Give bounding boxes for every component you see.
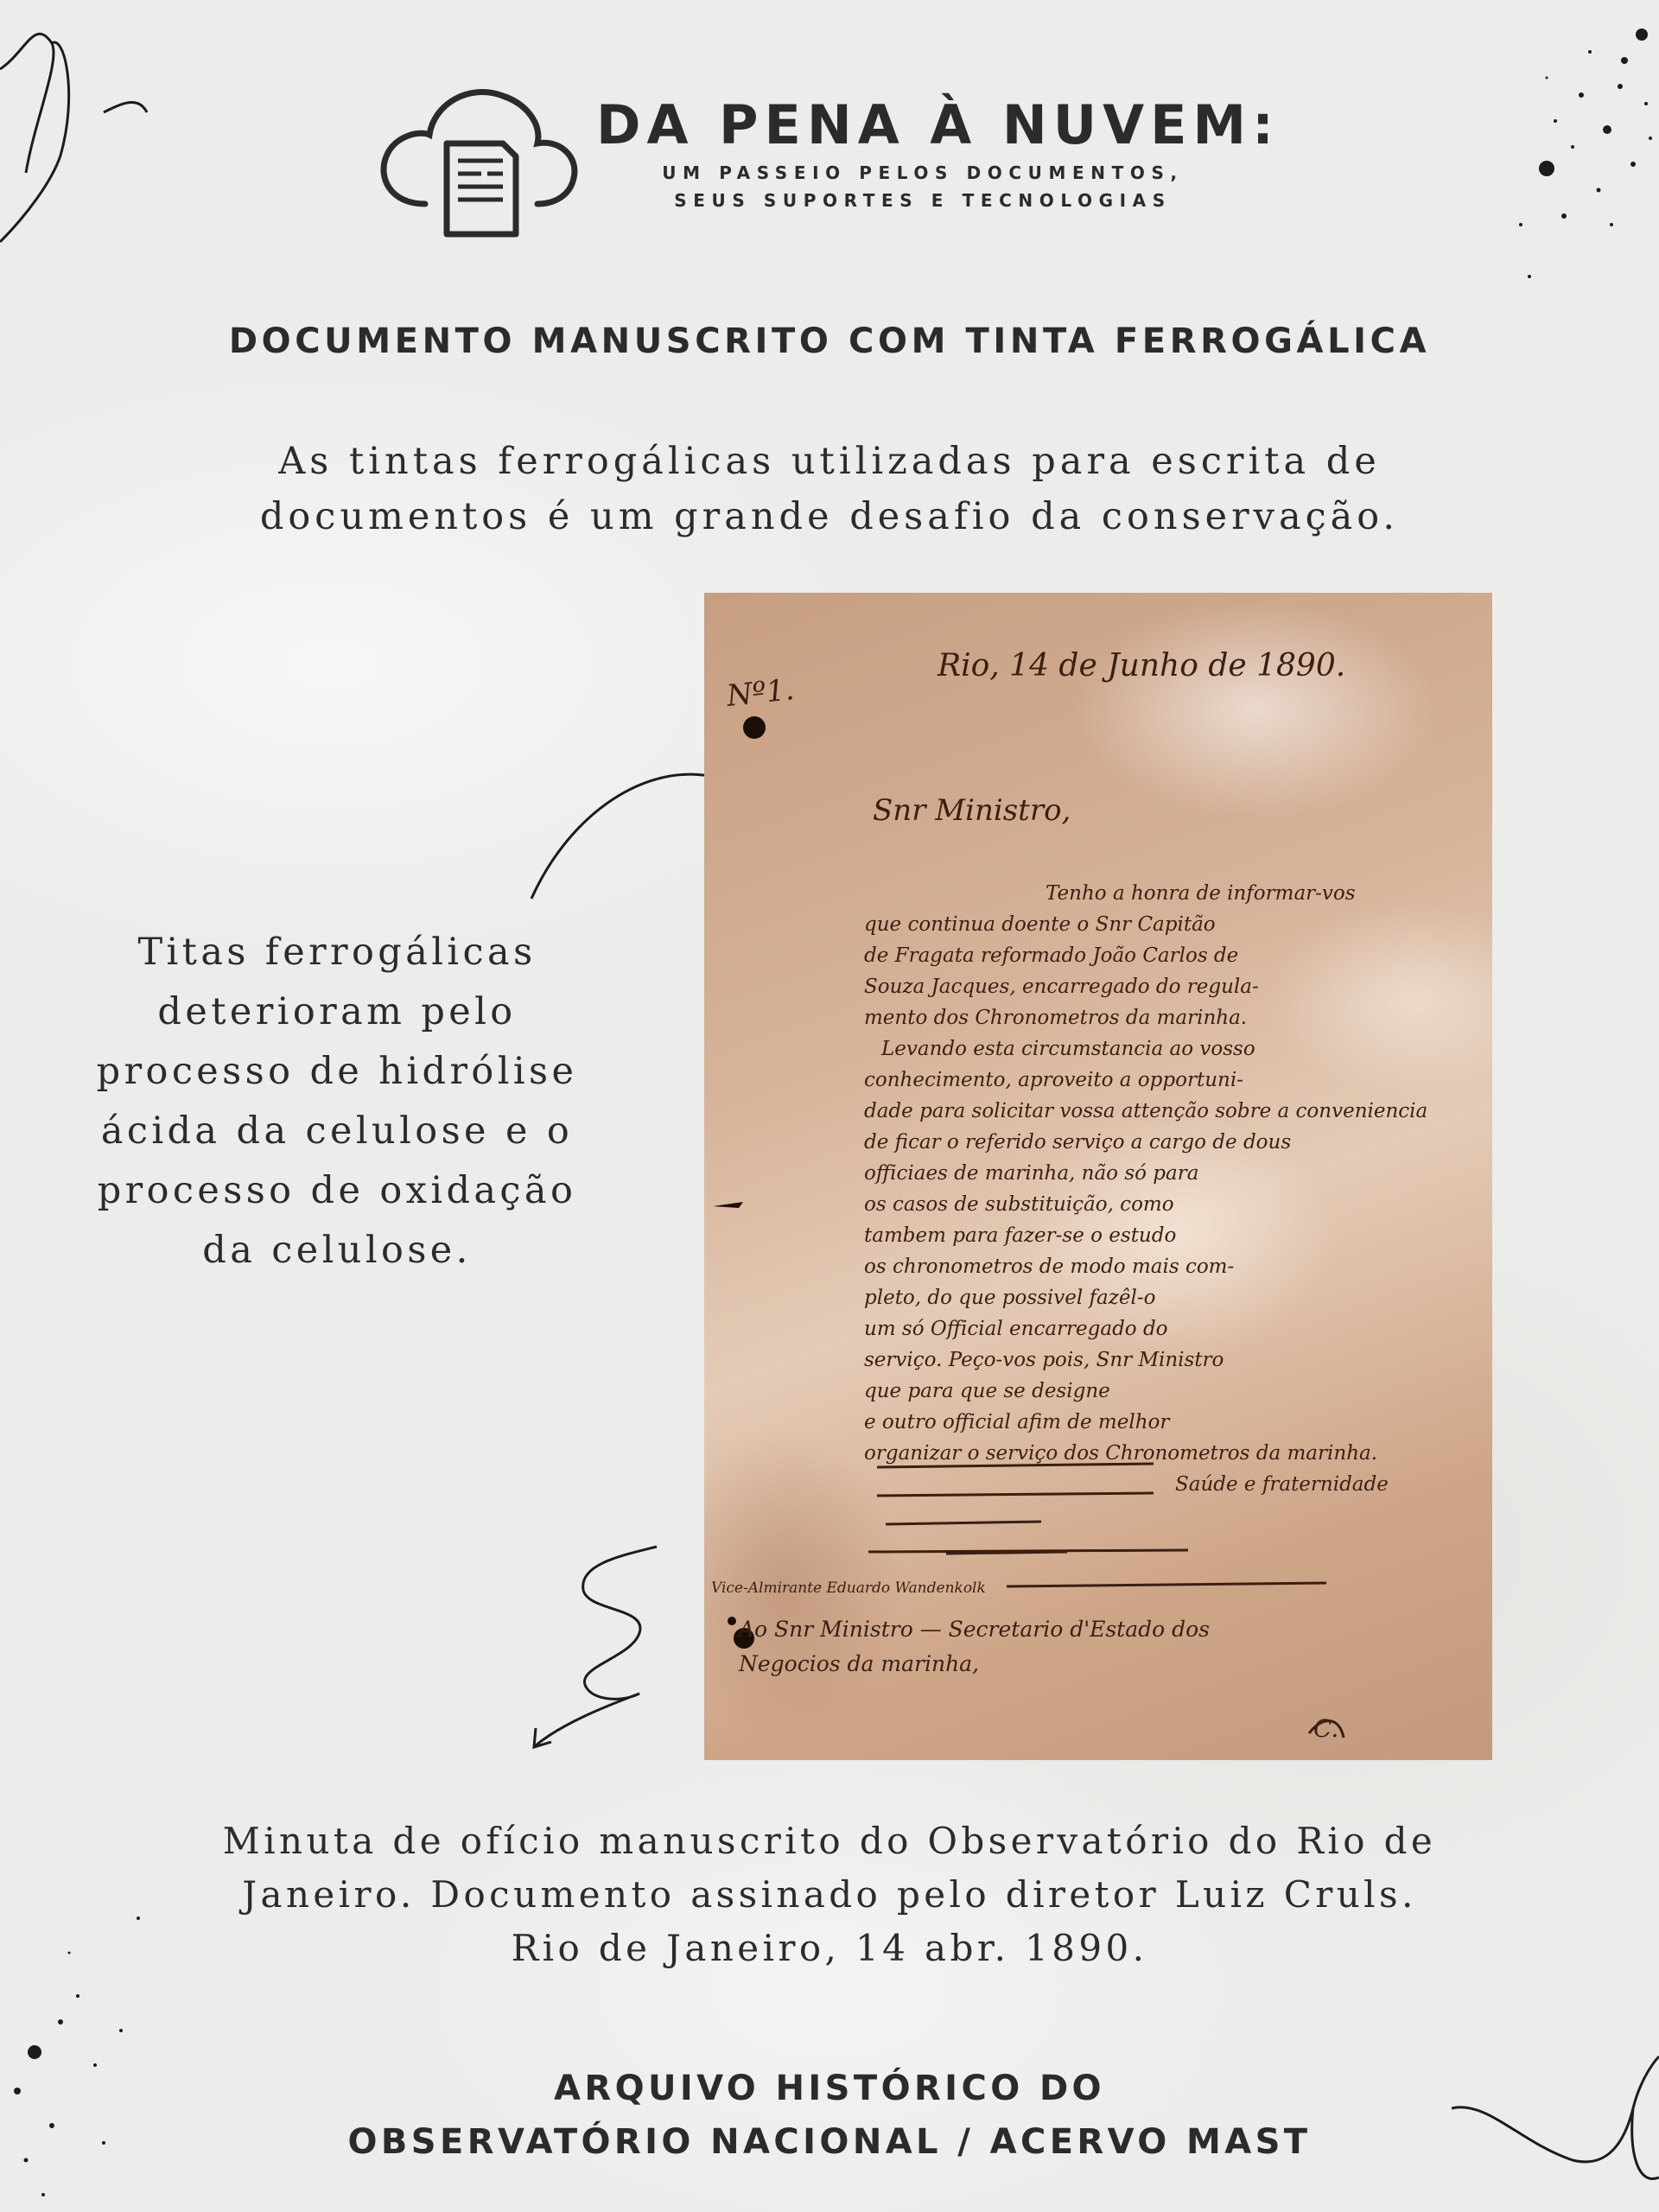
manuscript-line: de ficar o referido serviço a cargo de dous (864, 1131, 1292, 1154)
source-credit-line: OBSERVATÓRIO NACIONAL / ACERVO MAST (347, 2122, 1312, 2162)
caption-line: Rio de Janeiro, 14 abr. 1890. (511, 1927, 1148, 1969)
corner-flourish-top-left (0, 0, 173, 259)
manuscript-line: Saúde e fraternidade (1175, 1473, 1389, 1496)
manuscript-closing-line: Negocios da marinha, (739, 1651, 980, 1676)
manuscript-closing (739, 1612, 1210, 1681)
manuscript-line: pleto, do que possivel fazêl-o (864, 1287, 1156, 1309)
source-credit (225, 2062, 1434, 2169)
manuscript-line: Tenho a honra de informar-vos (1046, 882, 1356, 905)
manuscript-photo (704, 593, 1492, 1760)
manuscript-line: serviço. Peço-vos pois, Snr Ministro (864, 1349, 1224, 1371)
manuscript-margin-note: Vice-Almirante Eduardo Wandenkolk (711, 1580, 986, 1597)
corner-flourish-bottom-right (1452, 2039, 1659, 2212)
brand-subtitle-line: SEUS SUPORTES E TECNOLOGIAS (674, 190, 1172, 211)
side-note-line: Titas ferrogálicas (137, 931, 537, 974)
side-note-line: processo de hidrólise (96, 1050, 578, 1093)
manuscript-initial: C. (1313, 1714, 1339, 1743)
manuscript-line: conhecimento, aproveito a opportuni- (864, 1069, 1243, 1091)
brand-title: DA PENA À NUVEM: (596, 93, 1280, 156)
side-note-line: da celulose. (202, 1229, 472, 1272)
manuscript-line: um só Official encarregado do (864, 1318, 1168, 1340)
manuscript-number: Nº1. (725, 672, 797, 714)
manuscript-line: mento dos Chronometros da marinha. (864, 1007, 1248, 1029)
manuscript-date: Rio, 14 de Junho de 1890. (938, 648, 1346, 683)
ink-stain (743, 716, 766, 739)
brand-subtitle-line: UM PASSEIO PELOS DOCUMENTOS, (662, 162, 1184, 183)
manuscript-line: os chronometros de modo mais com- (864, 1255, 1235, 1278)
side-note-line: deterioram pelo (157, 990, 517, 1033)
section-title: DOCUMENTO MANUSCRITO COM TINTA FERROGÁLICA (228, 321, 1431, 361)
ink-splatter-top-right (1469, 0, 1659, 285)
manuscript-line: officiaes de marinha, não só para (864, 1162, 1199, 1185)
side-note-line: processo de oxidação (97, 1169, 577, 1212)
intro-line: documentos é um grande desafio da conservação. (259, 495, 1400, 538)
squiggle-arrow-down-icon (518, 1538, 726, 1754)
manuscript-body (864, 878, 1486, 1500)
ink-stain (728, 1617, 736, 1625)
source-credit-line: ARQUIVO HISTÓRICO DO (554, 2069, 1105, 2108)
side-note (52, 923, 622, 1281)
manuscript-line: e outro official afim de melhor (864, 1411, 1170, 1433)
intro-text (138, 434, 1521, 544)
manuscript-line: que continua doente o Snr Capitão (864, 913, 1216, 936)
manuscript-salutation: Snr Ministro, (873, 793, 1071, 828)
manuscript-line: os casos de substituição, como (864, 1193, 1174, 1216)
manuscript-line: tambem para fazer-se o estudo (864, 1224, 1177, 1247)
cloud-document-icon (373, 74, 581, 238)
manuscript-line: de Fragata reformado João Carlos de (864, 944, 1239, 967)
side-note-line: ácida da celulose e o (100, 1109, 574, 1153)
manuscript-line: organizar o serviço dos Chronometros da marinha. (864, 1442, 1378, 1465)
manuscript-line: Souza Jacques, encarregado do regula- (864, 976, 1259, 998)
manuscript-line: Levando esta circumstancia ao vosso (881, 1038, 1255, 1060)
ink-stain (713, 1202, 743, 1208)
caption-line: Minuta de ofício manuscrito do Observatório do Rio de (222, 1820, 1437, 1862)
brand-subtitle (638, 159, 1208, 214)
manuscript-line: dade para solicitar vossa attenção sobre a conveniencia (864, 1100, 1428, 1122)
intro-line: As tintas ferrogálicas utilizadas para escrita de (278, 440, 1381, 483)
caption-line: Janeiro. Documento assinado pelo diretor Luiz Cruls. (242, 1873, 1417, 1916)
image-caption (104, 1815, 1555, 1975)
manuscript-line: que para que se designe (864, 1380, 1110, 1402)
manuscript-closing-line: Ao Snr Ministro — Secretario d'Estado dos (739, 1617, 1210, 1642)
